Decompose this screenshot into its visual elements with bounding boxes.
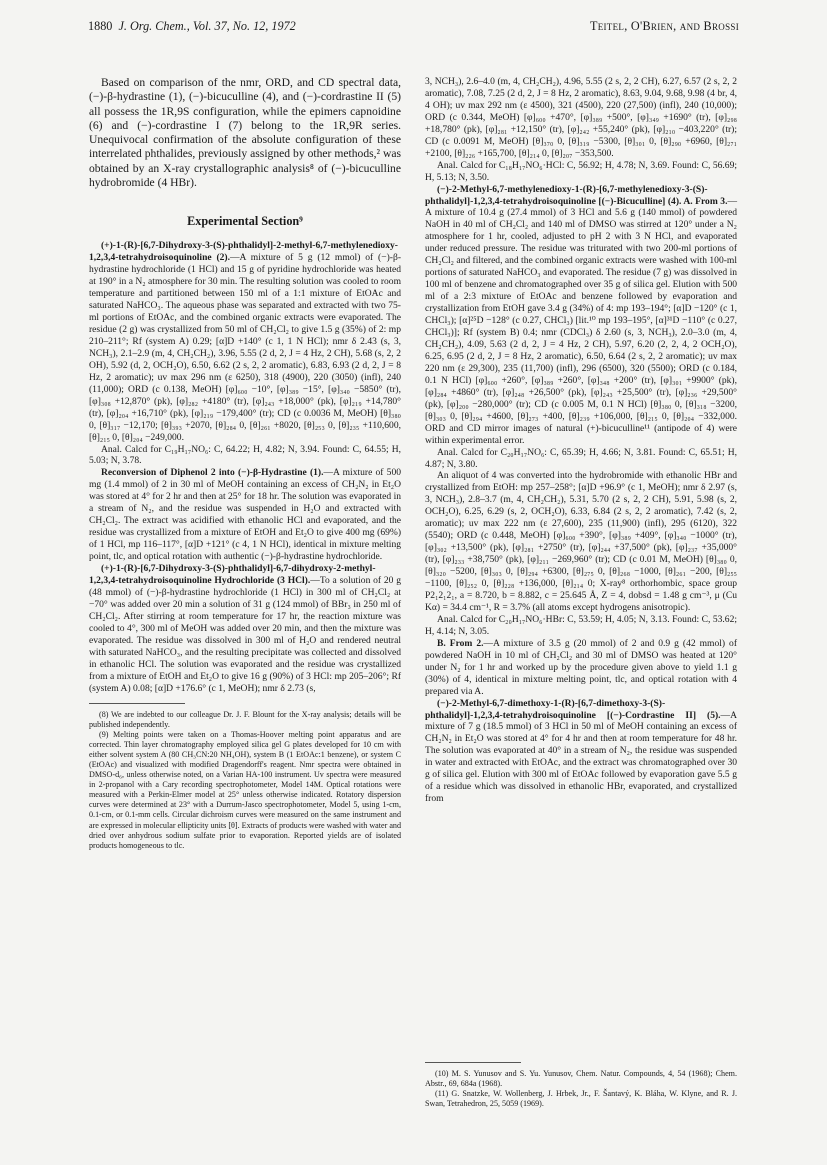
procedure-from-2-body: —A mixture of 3.5 g (20 mmol) of 2 and 0.9 g (42 mmol) of powdered NaOH in 10 ml of CH₂Cl₂ and 30 ml of DMSO was heated at 120° under N₂ for 1 hr and worked up by the procedure given above to yield 1.1 g (30%) of 4, identical in mixture melting point, tlc, and optical rotation with 4 prepared via A. [425, 637, 738, 697]
section-title: Experimental Section⁹ [187, 214, 303, 229]
compound-3-analysis: Anal. Calcd for C₁₈H₁₇NO₆·HCl: C, 56.92; H, 4.78; N, 3.69. Found: C, 56.69; H, 5.13; N, 3.50. [425, 159, 737, 183]
journal-citation: J. Org. Chem., Vol. 37, No. 12, 1972 [118, 19, 296, 33]
procedure-bicuculline-title: (−)-2-Methyl-6,7-methylenedioxy-1-(R)-[6,7-methylenedioxy-3-(S)-phthalidyl]-1,2,3,4-tetrahydroisoquinoline [(−)-Bicuculline] (4). A. From 3. [425, 183, 728, 207]
procedure-reconversion [89, 467, 401, 563]
intro-paragraph: Based on comparison of the nmr, ORD, and CD spectral data, (−)-β-hydrastine (1), (−)-bicuculline (4), and (−)-cordrastine II (5) all possess the 1R,9S configuration, while the epimers capnoidine (6) and (−)-cordrastine I (7) belong to the 1R,9R series. Unequivocal confirmation of the absolute configuration of these interrelated phthalides, previously assigned by other methods,² was obtained by an X-ray crystallographic analysis⁸ of (−)-bicuculline hydrobromide (4 HBr). [89, 76, 401, 190]
procedure-2-analysis: Anal. Calcd for C₁₉H₁₇NO₆: C, 64.22; H, 4.82; N, 3.94. Found: C, 64.55; H, 5.03; N, 3.78. [89, 443, 401, 467]
procedure-3-title: (+)-1-(R)-[6,7-Dihydroxy-3-(S)-phthalidyl]-6,7-dihydroxy-2-methyl-1,2,3,4-tetrahydroisoquinoline Hydrochloride (3 HCl). [89, 563, 376, 587]
right-column [425, 76, 737, 805]
procedure-reconversion-title: Reconversion of Diphenol 2 into (−)-β-Hydrastine (1). [101, 467, 324, 479]
footnote-rule [89, 703, 185, 704]
procedure-3-body: —To a solution of 20 g (48 mmol) of (−)-β-hydrastine hydrochloride (1 HCl) in 300 ml of CH₂Cl₂ at −70° was added over 20 min a solution of 31 g (124 mmol) of BBr₃ in 250 ml of CH₂Cl₂. After stirring at room temperature for 17 hr, the reaction mixture was cooled to 4°, 300 ml of MeOH was added over 20 min, and then the mixture was evaporated. The residue was dissolved in 300 ml of H₂O and rendered neutral with saturated NaHCO₃, and the resulting precipitate was collected and dissolved in ethanolic HCl. The solution was evaporated and the residue was crystallized from a mixture of EtOH and Et₂O to give 16 g (90%) of 3 HCl: mp 205–206°; Rf (system A) 0.08; [α]D +176.6° (c 1, MeOH); nmr δ 2.73 (s, [89, 575, 402, 694]
right-footnotes [425, 1062, 737, 1109]
left-footnotes [89, 710, 401, 851]
hydrobromide-paragraph: An aliquot of 4 was converted into the hydrobromide with ethanolic HBr and crystallized from EtOH: mp 257–258°; [α]D +96.9° (c 1, MeOH); nmr δ 2.97 (s, 3, NCH₃), 2.8–3.7 (m, 4, CH₂CH₂), 5.31, 5.70 (2 s, 2, 2 CH), 5.91, 5.98 (s, 2, OCH₂O), 6.25, 6.29 (s, 2, OCH₂O), 6.33, 6.84 (2 s, 2, 2 aromatic), 7.42 (s, 2, aromatic); uv max 222 nm (ε 27,600), 235 (11,900) (infl), 295 (6120), 322 (5540); ORD (c 0.448, MeOH) [φ]₆₀₀ +390°, [φ]₃₈₉ +409°, [φ]₃₄₀ −1000° (tr), [φ]₃₀₂ +13,500° (pk), [φ]₂₈₁ +2750° (tr), [φ]₂₄₄ +37,500° (pk), [φ]₂₃₇ +35,000° (tr), [φ]₂₃₃ +38,750° (pk), [φ]₂₁₁ −269,960° (tr); CD (c 0.01 M, MeOH) [θ]₃₈₀ 0, [θ]₃₂₀ −5200, [θ]₃₀₃ 0, [θ]₂₉₄ +6300, [θ]₂₇₅ 0, [θ]₂₆₈ −1000, [θ]₂₆₁ −200, [θ]₂₅₅ −1100, [θ]₂₅₂ 0, [θ]₂₂₈ +136,000, [θ]₂₁₄ 0; X-ray⁸ orthorhombic, space group P2₁2₁2₁, a = 8.720, b = 8.882, c = 25.645 Å, Z = 4, dobsd = 1.48 g cm⁻³, μ (Cu Kα) = 34.4 cm⁻¹, R = 3.7% (all atoms except hydrogens anisotropic). [425, 470, 737, 613]
footnote-8: (8) We are indebted to our colleague Dr. J. F. Blount for the X-ray analysis; details will be published independently. [89, 709, 401, 729]
header-page-journal [88, 18, 296, 34]
footnote-11: (11) G. Snatzke, W. Wollenberg, J. Hrbek, Jr., F. Šantavý, K. Bláha, W. Klyne, and R. J. Swan, Tetrahedron, 25, 5059 (1969). [425, 1089, 737, 1109]
procedure-bicuculline-body: —A mixture of 10.4 g (27.4 mmol) of 3 HCl and 5.6 g (140 mmol) of powdered NaOH in 40 ml of CH₂Cl₂ and 140 ml of DMSO was stirred at 120° under a N₂ atmosphere for 1 hr, cooled, adjusted to pH 2 with 3 N HCl, and evaporated under reduced pressure. The residue was triturated with two 200-ml portions of CH₂Cl₂ and filtered, and the combined organic extracts were washed with 100-ml portions of saturated NaHCO₃ and evaporated. The residue (7 g) was dissolved in 100 ml of benzene and chromatographed over 35 g of silica gel. Elution with 500 ml of a 2:3 mixture of EtOAc and benzene followed by evaporation and crystallization from EtOH gave 3.4 g (34%) of 4: mp 193–194°; [α]D −120° (c 1, CHCl₃); [α]²⁵D −128° (c 0.27, CHCl₃) [lit.¹⁰ mp 193–195°, [α]³¹D −110° (c 0.27, CHCl₃)]; Rf (system B) 0.4; nmr (CDCl₃) δ 2.60 (s, 3, NCH₃), 2.0–3.0 (m, 4, CH₂CH₂), 4.09, 5.63 (2 d, 2, J = 4 Hz, 2 CH), 5.97, 6.20 (2, 2, 4, 2 OCH₂O), 6.25, 6.95 (2 d, 2, J = 8 Hz, 2 aromatic), 6.50, 6.64 (2 s, 2, 2 aromatic); uv max 220 nm (ε 29,300), 235 (11,700) (infl), 296 (6500), 320 (5500); ORD (c 0.184, 0.1 N HCl) [φ]₆₀₀ +260°, [φ]₃₈₉ +260°, [φ]₃₄₈ +200° (tr), [φ]₃₀₁ +9900° (pk), [φ]₂₈₄ +4860° (tr), [φ]₂₄₈ +26,500° (pk), [φ]₂₄₃ +25,500° (tr), [φ]₂₃₆ +29,500° (pk), [φ]₂₀₀ −280,000° (tr); CD (c 0.005 M, 0.1 N HCl) [θ]₃₈₀ 0, [θ]₃₁₈ −3200, [θ]₃₀₃ 0, [θ]₂₉₄ +4600, [θ]₂₇₃ +400, [θ]₂₃₉ +106,000, [θ]₂₁₅ 0, [θ]₂₀₄ −332,000. ORD and CD mirror images of natural (+)-bicuculline¹¹ (antipode of 4) were within experimental error. [425, 195, 737, 446]
procedure-from-2 [425, 638, 737, 698]
procedure-2 [89, 240, 401, 443]
continued-nmr-data: 3, NCH₃), 2.6–4.0 (m, 4, CH₂CH₂), 4.96, 5.55 (2 s, 2, 2 CH), 6.27, 6.57 (2 s, 2, 2 aromatic), 7.08, 7.25 (2 d, 2, J = 8 Hz, 2 aromatic), 8.63, 9.04, 9.68, 9.98 (4 br, 4, 4 OH); uv max 292 nm (ε 4500), 321 (4500), 220 (27,500) (infl), 240 (10,000); ORD (c 0.344, MeOH) [φ]₆₀₀ +470°, [φ]₃₈₉ +500°, [φ]₃₄₉ +1690° (tr), [φ]₂₉₈ +18,780° (pk), [φ]₂₈₁ +12,150° (tr), [φ]₂₄₂ +55,240° (pk), [φ]₂₁₀ −403,220° (tr); CD (c 0.0091 M, MeOH) [θ]₃₇₀ 0, [θ]₃₁₉ −5300, [θ]₃₀₁ 0, [θ]₂₉₀ +6960, [θ]₂₇₁ +2100, [θ]₂₂₆ +165,700, [θ]₂₁₄ 0, [θ]₂₀₇ −353,500. [425, 76, 737, 159]
left-column [89, 76, 401, 851]
procedure-bicuculline [425, 184, 737, 447]
procedure-3 [89, 563, 401, 694]
procedure-cordrastine [425, 698, 737, 806]
hydrobromide-analysis: Anal. Calcd for C₂₀H₁₇NO₆·HBr: C, 53.59; H, 4.05; N, 3.13. Found: C, 53.62; H, 4.14; N, 3.05. [425, 613, 737, 637]
procedure-2-body: —A mixture of 5 g (12 mmol) of (−)-β-hydrastine hydrochloride (1 HCl) and 15 g of pyridine hydrochloride was heated at 190° in a N₂ atmosphere for 30 min. The resulting solution was cooled to room temperature and partitioned between 150 ml of a 1:1 mixture of EtOAc and saturated NaHCO₃. The aqueous phase was separated and extracted with two 75-ml portions of EtOAc, and the combined organic extracts were evaporated. The residue (2 g) was crystallized from 50 ml of CH₂Cl₂ to give 1.5 g (35%) of 2: mp 210–211°; Rf (system A) 0.29; [α]D +140° (c 1, 1 N HCl); nmr δ 2.43 (s, 3, NCH₃), 2.1–2.9 (m, 4, CH₂CH₂), 3.96, 5.55 (2 d, 2, J = 4 Hz, 2 CH), 5.68 (s, 2, 2 OH), 5.92 (d, 2, OCH₂O), 6.50, 6.62 (2 s, 2, 2 aromatic), 6.83, 6.93 (2 d, 2, J = 8 Hz, 2 aromatic); uv max 296 nm (ε 6250), 318 (4900), 220 (3050) (infl), 240 (11,000); ORD (c 0.138, MeOH) [φ]₆₀₀ −10°, [φ]₃₈₉ −15°, [φ]₃₄₀ −5850° (tr), [φ]₃₀₈ +12,870° (pk), [φ]₂₈₂ +4180° (tr), [φ]₂₄₃ +18,000° (pk), [φ]₂₁₉ +14,780° (tr), [φ]₂₀₄ +16,710° (pk), [φ]₂₁₉ −179,400° (tr); CD (c 0.0036 M, MeOH) [θ]₃₈₀ 0, [θ]₃₁₇ −12,170; [θ]₃₉₃ +2070, [θ]₂₈₄ 0, [θ]₂₆₁ +8020, [θ]₂₅₃ 0, [θ]₂₃₅ +110,600, [θ]₂₁₅ 0, [θ]₂₀₄ −249,000. [89, 252, 402, 443]
author-header: Teitel, O'Brien, and Brossi [589, 19, 739, 33]
procedure-cordrastine-title: (−)-2-Methyl-6,7-dimethoxy-1-(R)-[6,7-dimethoxy-3-(S)-phthalidyl]-1,2,3,4-tetrahydroisoquinoline [(−)-Cordrastine II] (5). [425, 697, 721, 721]
procedure-reconversion-body: —A mixture of 500 mg (1.4 mmol) of 2 in 30 ml of MeOH containing an excess of CH₂N₂ in Et₂O was stored at 4° for 2 hr and then at 25° for 18 hr. The solution was evaporated in a stream of N₂, and the residue was suspended in H₂O and extracted with CH₂Cl₂. The extract was acidified with ethanolic HCl and evaporated, and the residue was crystallized from a mixture of EtOH and Et₂O to give 400 mg (69%) of 1 HCl, mp 116–117°, [α]D +121° (c 4, 1 N HCl), identical in mixture melting point, tlc, and optical rotation with authentic (−)-β-hydrastine hydrochloride. [89, 467, 401, 563]
bicuculline-analysis: Anal. Calcd for C₂₀H₁₇NO₆: C, 65.39; H, 4.66; N, 3.81. Found: C, 65.51; H, 4.87; N, 3.80. [425, 446, 737, 470]
procedure-from-2-title: B. From 2. [437, 637, 484, 649]
footnote-9: (9) Melting points were taken on a Thomas-Hoover melting point apparatus and are corrected. Thin layer chromatography employed silica gel G plates developed for 10 cm with either solvent system A (80 CH₃CN:20 NH₄OH), system B (1 EtOAc:1 benzene), or system C (EtOAc) and visualized with modified Dragendorff's reagent. Nmr spectra were obtained in DMSO-d₆, unless otherwise noted, on a Varian HA-100 instrument. Uv spectra were measured in 2-propanol with a Cary recording spectrophotometer, Model 14M. Optical rotations were measured with a Perkin-Elmer model at 25° unless otherwise indicated. Rotatory dispersion curves were determined at 23° with a Durrum-Jasco spectrophotometer, Model 5, using 1-cm, 0.1-cm, or 0.1-mm cells. Circular dichroism curves were measured on the same instrument and are expressed in molecular ellipticity units [θ]. Extracts of products were washed with water and dried over anhydrous sodium sulfate prior to evaporation. Reported yields are of isolated products homogeneous to tlc. [89, 729, 402, 850]
running-header [88, 18, 739, 34]
procedure-2-title: (+)-1-(R)-[6,7-Dihydroxy-3-(S)-phthalidyl]-2-methyl-6,7-methylenedioxy-1,2,3,4-tetrahydroisoquinoline (2). [89, 240, 398, 264]
right-footnote-rule [425, 1062, 521, 1063]
procedure-cordrastine-body: —A mixture of 7 g (18.5 mmol) of 3 HCl in 50 ml of MeOH containing an excess of CH₂N₂ in Et₂O was stored at 4° for 4 hr and then at room temperature for 48 hr. The solution was evaporated at 40° in a stream of N₂, the residue was suspended in water and extracted with EtOAc, and the extract was chromatographed over 30 g of silica gel. Elution with 300 ml of EtOAc followed by evaporation gave 5.5 g of a residue which was dissolved in ethanolic HBr, evaporated, and crystallized from [425, 709, 737, 805]
page-number: 1880 [88, 19, 113, 33]
footnote-10: (10) M. S. Yunusov and S. Yu. Yunusov, Chem. Natur. Compounds, 4, 54 (1968); Chem. Abstr., 69, 684a (1968). [425, 1069, 737, 1089]
